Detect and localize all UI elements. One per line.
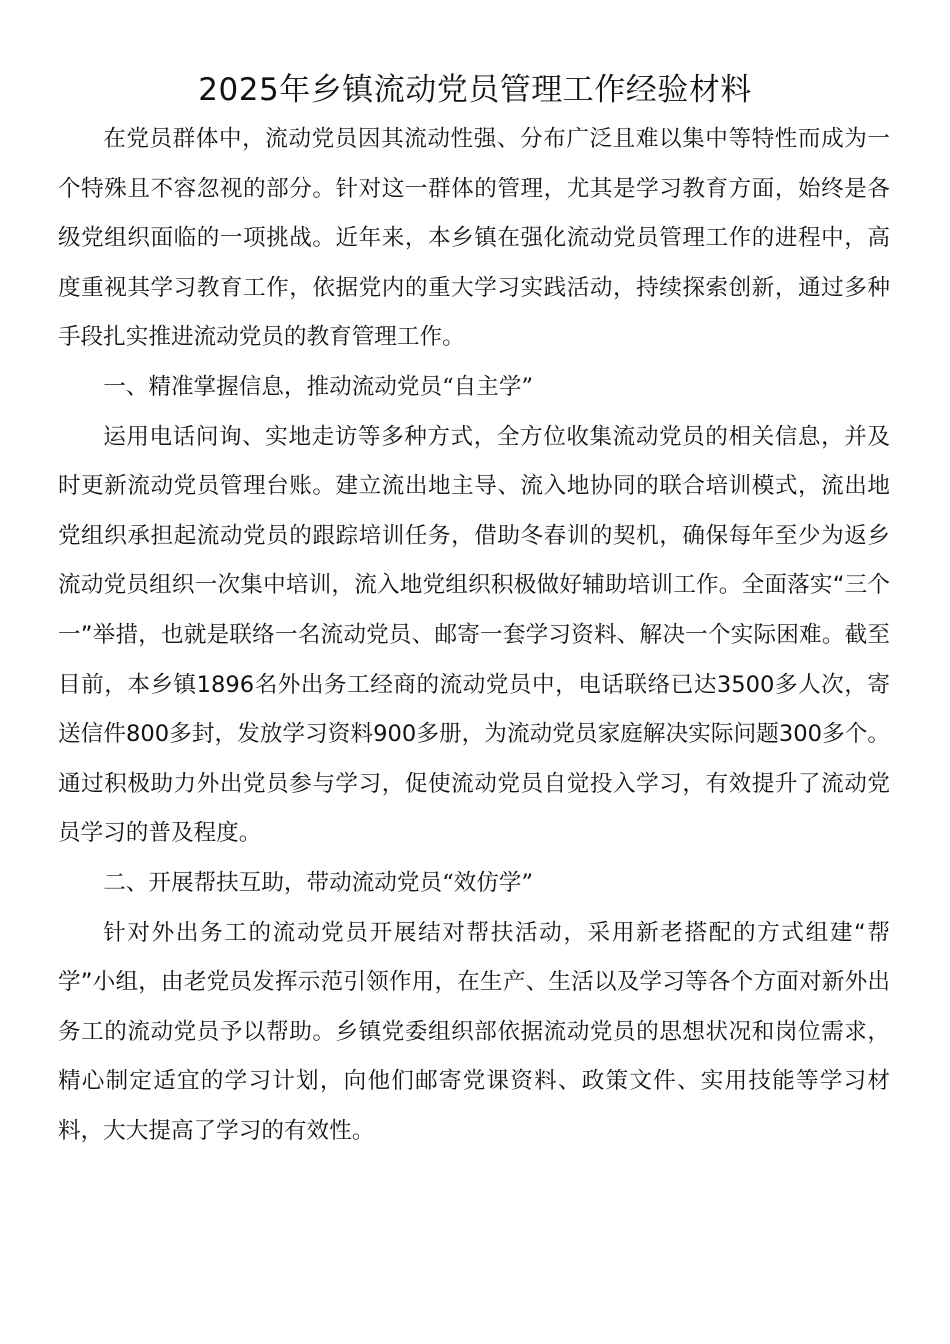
document-body xyxy=(58,115,890,1156)
section-heading-1: 一、精准掌握信息，推动流动党员“自主学” xyxy=(103,373,533,400)
intro-paragraph: 在党员群体中，流动党员因其流动性强、分布广泛且难以集中等特性而成为一个特殊且不容忽视的部分。针对这一群体的管理，尤其是学习教育方面，始终是各级党组织面临的一项挑战。近年来，本乡镇在强化流动党员管理工作的进程中，高度重视其学习教育工作，依据党内的重大学习实践活动，持续探索创新，通过多种手段扎实推进流动党员的教育管理工作。 xyxy=(58,126,890,351)
section-heading-2: 二、开展帮扶互助，带动流动党员“效仿学” xyxy=(103,869,533,896)
section-1-paragraph: 运用电话问询、实地走访等多种方式，全方位收集流动党员的相关信息，并及时更新流动党员管理台账。建立流出地主导、流入地协同的联合培训模式，流出地党组织承担起流动党员的跟踪培训任务，借助冬春训的契机，确保每年至少为返乡流动党员组织一次集中培训，流入地党组织积极做好辅助培训工作。全面落实“三个一”举措，也就是联络一名流动党员、邮寄一套学习资料、解决一个实际困难。截至目前，本乡镇1896名外出务工经商的流动党员中，电话联络已达3500多人次，寄送信件800多封，发放学习资料900多册，为流动党员家庭解决实际问题300多个。通过积极助力外出党员参与学习，促使流动党员自觉投入学习，有效提升了流动党员学习的普及程度。 xyxy=(58,423,890,847)
section-2-paragraph: 针对外出务工的流动党员开展结对帮扶活动，采用新老搭配的方式组建“帮学”小组，由老党员发挥示范引领作用，在生产、生活以及学习等各个方面对新外出务工的流动党员予以帮助。乡镇党委组织部依据流动党员的思想状况和岗位需求，精心制定适宜的学习计划，向他们邮寄党课资料、政策文件、实用技能等学习材料，大大提高了学习的有效性。 xyxy=(58,919,890,1144)
document-title: 2025年乡镇流动党员管理工作经验材料 xyxy=(198,72,752,108)
